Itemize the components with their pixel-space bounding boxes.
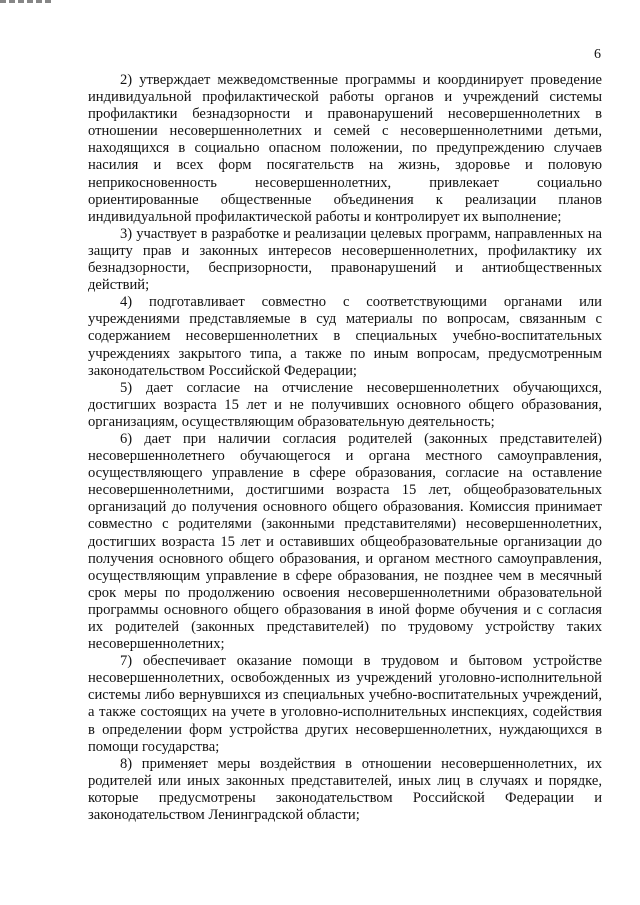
document-body xyxy=(88,72,602,824)
paragraph-item-3: 3) участвует в разработке и реализации целевых программ, направленных на защиту прав и законных интересов несовершеннолетних, профилактику их безнадзорности, беспризорности, правонарушений и антиобщественных действий; xyxy=(88,225,602,294)
paragraph-item-7: 7) обеспечивает оказание помощи в трудовом и бытовом устройстве несовершеннолетних, освобожденных из учреждений уголовно-исполнительной системы либо вернувшихся из специальных учебно-воспитательных учреждений, а также состоящих на учете в уголовно-исполнительных инспекциях, содействия в определении форм устройства других несовершеннолетних, нуждающихся в помощи государства; xyxy=(88,653,602,755)
scan-edge-mark xyxy=(0,0,52,3)
paragraph-item-4: 4) подготавливает совместно с соответствующими органами или учреждениями представляемые в суд материалы по вопросам, связанным с содержанием несовершеннолетних в специальных учебно-воспитательных учреждениях закрытого типа, а также по иным вопросам, предусмотренным законодательством Российской Федерации; xyxy=(88,294,602,379)
paragraph-item-6: 6) дает при наличии согласия родителей (законных представителей) несовершеннолетнего обучающегося и органа местного самоуправления, осуществляющего управление в сфере образования, согласие на оставление несовершеннолетними, достигшими возраста 15 лет, общеобразовательных организаций до получения основного общего образования. Комиссия принимает совместно с родителями (законными представителями) несовершеннолетних, достигших возраста 15 лет и оставивших общеобразовательные организации до получения основного общего образования, и органом местного самоуправления, осуществляющим управление в сфере образования, не позднее чем в месячный срок меры по продолжению освоения несовершеннолетними образовательной программы основного общего образования в иной форме обучения и с согласия их родителей (законных представителей) по трудовому устройству таких несовершеннолетних; xyxy=(88,430,602,653)
paragraph-item-2: 2) утверждает межведомственные программы и координирует проведение индивидуальной профилактической работы органов и учреждений системы профилактики безнадзорности и правонарушений несовершеннолетних в отношении несовершеннолетних и семей с несовершеннолетними детьми, находящихся в социально опасном положении, по предупреждению случаев насилия и всех форм посягательств на жизнь, здоровье и половую неприкосновенность несовершеннолетних, привлекает социально ориентированные общественные объединения к реализации планов индивидуальной профилактической работы и контролирует их выполнение; xyxy=(88,72,602,225)
paragraph-item-8: 8) применяет меры воздействия в отношении несовершеннолетних, их родителей или иных законных представителей, иных лиц в случаях и порядке, которые предусмотрены законодательством Российской Федерации и законодательством Ленинградской области; xyxy=(88,755,602,824)
paragraph-item-5: 5) дает согласие на отчисление несовершеннолетних обучающихся, достигших возраста 15 лет и не получивших основного общего образования, организациям, осуществляющим образовательную деятельность; xyxy=(88,379,602,430)
page-number: 6 xyxy=(594,47,601,62)
